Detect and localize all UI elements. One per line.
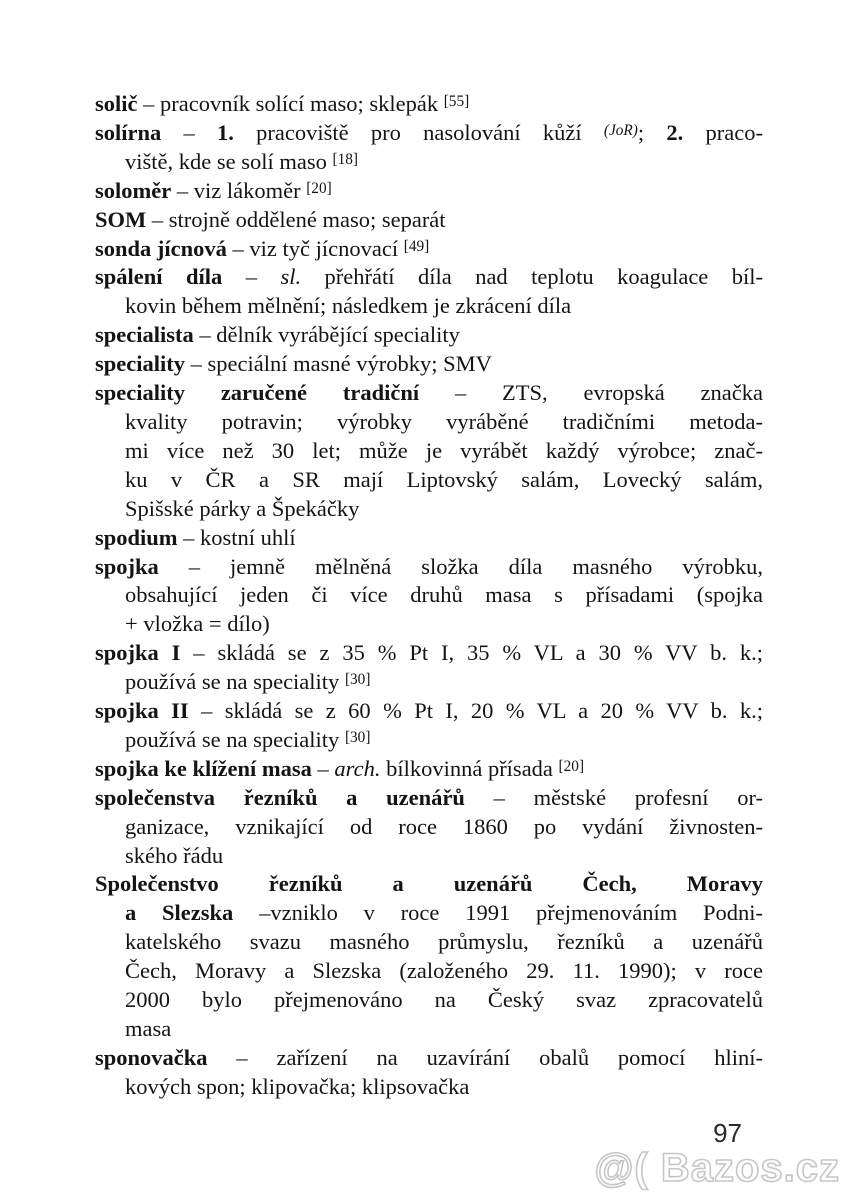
entry-line [95,610,763,639]
bazos-watermark: @( Bazos.cz [594,1146,840,1190]
entry-headword: spojka I [95,640,181,666]
entry-headword: sponovačka [95,1044,208,1070]
text-run: – jemně mělněná složka díla masného výrobku, [158,553,763,579]
entry-line [95,697,763,726]
entry-line [95,90,763,119]
dictionary-entry [95,379,763,524]
entry-headword: soloměr [95,177,172,203]
text-run: – ZTS, evropská značka [419,380,764,406]
text-run: – zařízení na uzavírání obalů pomocí hliní- [207,1044,763,1070]
text-run: – [311,755,335,781]
text-run: bílkovinná přísada [380,755,559,781]
page-number: 97 [713,1118,742,1148]
text-run: ského řádu [125,842,224,868]
text-run: [30] [344,729,371,747]
entry-line [95,1015,763,1044]
dictionary-entry [95,1044,763,1102]
entry-line [95,668,763,697]
text-run: – pracovník solící maso; sklepák [137,91,444,116]
text-run: – kostní uhlí [177,524,296,550]
text-run: [18] [332,150,358,168]
entry-line [95,639,763,668]
dictionary-entry [95,870,763,1043]
entry-headword: sonda jícnová [95,235,227,261]
entry-line [95,437,763,466]
dictionary-entry [95,350,763,379]
entry-line [95,119,763,148]
entry-line [95,842,763,871]
entry-line [95,986,763,1015]
dictionary-entry [95,755,763,784]
entry-line [95,784,763,813]
entry-line [95,379,763,408]
text-run: [20] [306,179,332,197]
dictionary-entry [95,784,763,871]
entry-line [95,581,763,610]
text-run: – strojně oddělené maso; separát [146,206,446,232]
text-run: (JoR) [603,122,638,140]
text-run: Spišské párky a Špekáčky [125,495,360,521]
entry-line [95,321,763,350]
text-run: – skládá se z 60 % Pt I, 20 % VL a 20 % VV b. k.; [188,698,763,724]
entry-headword: Společenstvo řezníků a uzenářů Čech, Moravy [95,871,763,897]
dictionary-entry [95,119,763,177]
text-run: kovin během mělnění; následkem je zkrácení díla [125,293,572,319]
dictionary-entries [95,90,763,1102]
dictionary-entry [95,235,763,264]
entry-headword: spálení díla [95,264,223,290]
text-run: – [222,264,281,290]
text-run: kových spon; klipovačka; klipsovačka [125,1073,470,1099]
text-run: – viz lákoměr [171,177,307,203]
text-run: sl. [280,264,302,290]
entry-line [95,813,763,842]
text-run: praco- [683,119,763,145]
text-run: arch. [334,755,381,781]
text-run: –vzniklo v roce 1991 přejmenováním Podni- [233,900,763,926]
entry-line [95,235,763,264]
text-run: používá se na speciality [125,669,345,695]
entry-line [95,957,763,986]
entry-line [95,177,763,206]
entry-headword: solírna [95,119,162,145]
dictionary-entry [95,697,763,755]
entry-line [95,466,763,495]
dictionary-entry [95,177,763,206]
entry-line [95,350,763,379]
entry-headword: spodium [95,524,178,550]
text-run: [30] [344,671,371,689]
entry-headword: společenstva řezníků a uzenářů [95,784,465,810]
text-run: [20] [558,757,585,775]
entry-headword: solič [95,91,138,116]
entry-line [95,553,763,582]
entry-headword: specialista [95,322,194,348]
text-run: obsahující jeden či více druhů masa s přísadami (spojka [125,582,763,608]
entry-headword: speciality [95,351,185,377]
entry-line [95,870,763,899]
entry-headword: speciality zaručené tradiční [95,380,420,406]
text-run: 1. [217,119,234,145]
text-run: viště, kde se solí maso [125,148,333,174]
text-run: pracoviště pro nasolování kůží [233,119,604,145]
entry-line [95,495,763,524]
entry-line [95,1073,763,1102]
entry-line [95,524,763,553]
entry-line [95,1044,763,1073]
dictionary-entry [95,524,763,553]
entry-line [95,292,763,321]
text-run: – [161,119,218,145]
entry-headword: spojka II [95,698,189,724]
dictionary-entry [95,321,763,350]
entry-line [95,899,763,928]
dictionary-entry [95,639,763,697]
text-run: 2. [666,119,684,145]
text-run: katelského svazu masného průmyslu, řezníků a uzenářů [125,929,763,955]
entry-headword: SOM [95,206,147,232]
text-run: – speciální masné výrobky; SMV [185,351,492,377]
text-run: Čech, Moravy a Slezska (založeného 29. 11. 1990); v roce [125,958,763,984]
entry-headword: spojka ke klížení masa [95,755,312,781]
text-run: [49] [403,237,430,255]
text-run: přehřátí díla nad teplotu koagulace bíl- [301,264,764,290]
dictionary-entry [95,206,763,235]
text-run: ku v ČR a SR mají Liptovský salám, Lovecký salám, [125,466,763,492]
text-run: ; [637,119,667,145]
entry-line [95,755,763,784]
text-run: kvality potravin; výrobky vyráběné tradičními metoda- [125,408,763,434]
text-run: – dělník vyrábějící speciality [193,322,460,348]
entry-line [95,263,763,292]
text-run: – skládá se z 35 % Pt I, 35 % VL a 30 % VV b. k.; [180,640,763,666]
entry-line [95,928,763,957]
dictionary-entry [95,90,763,119]
entry-line [95,148,763,177]
text-run: – viz tyč jícnovací [226,235,404,261]
text-run: masa [125,1016,172,1041]
text-run: mi více než 30 let; může je vyrábět každý výrobce; znač- [125,437,763,463]
entry-line [95,206,763,235]
text-run: 2000 bylo přejmenováno na Český svaz zpracovatelů [125,987,763,1013]
text-run: + vložka = dílo) [125,611,270,637]
text-run: a Slezska [125,900,234,926]
text-run: používá se na speciality [125,726,345,752]
entry-line [95,726,763,755]
entry-line [95,408,763,437]
text-run: [55] [443,93,470,111]
dictionary-entry [95,553,763,640]
text-run: – městské profesní or- [464,784,763,810]
dictionary-entry [95,263,763,321]
text-run: ganizace, vznikající od roce 1860 po vydání živnosten- [125,813,763,839]
entry-headword: spojka [95,553,159,579]
